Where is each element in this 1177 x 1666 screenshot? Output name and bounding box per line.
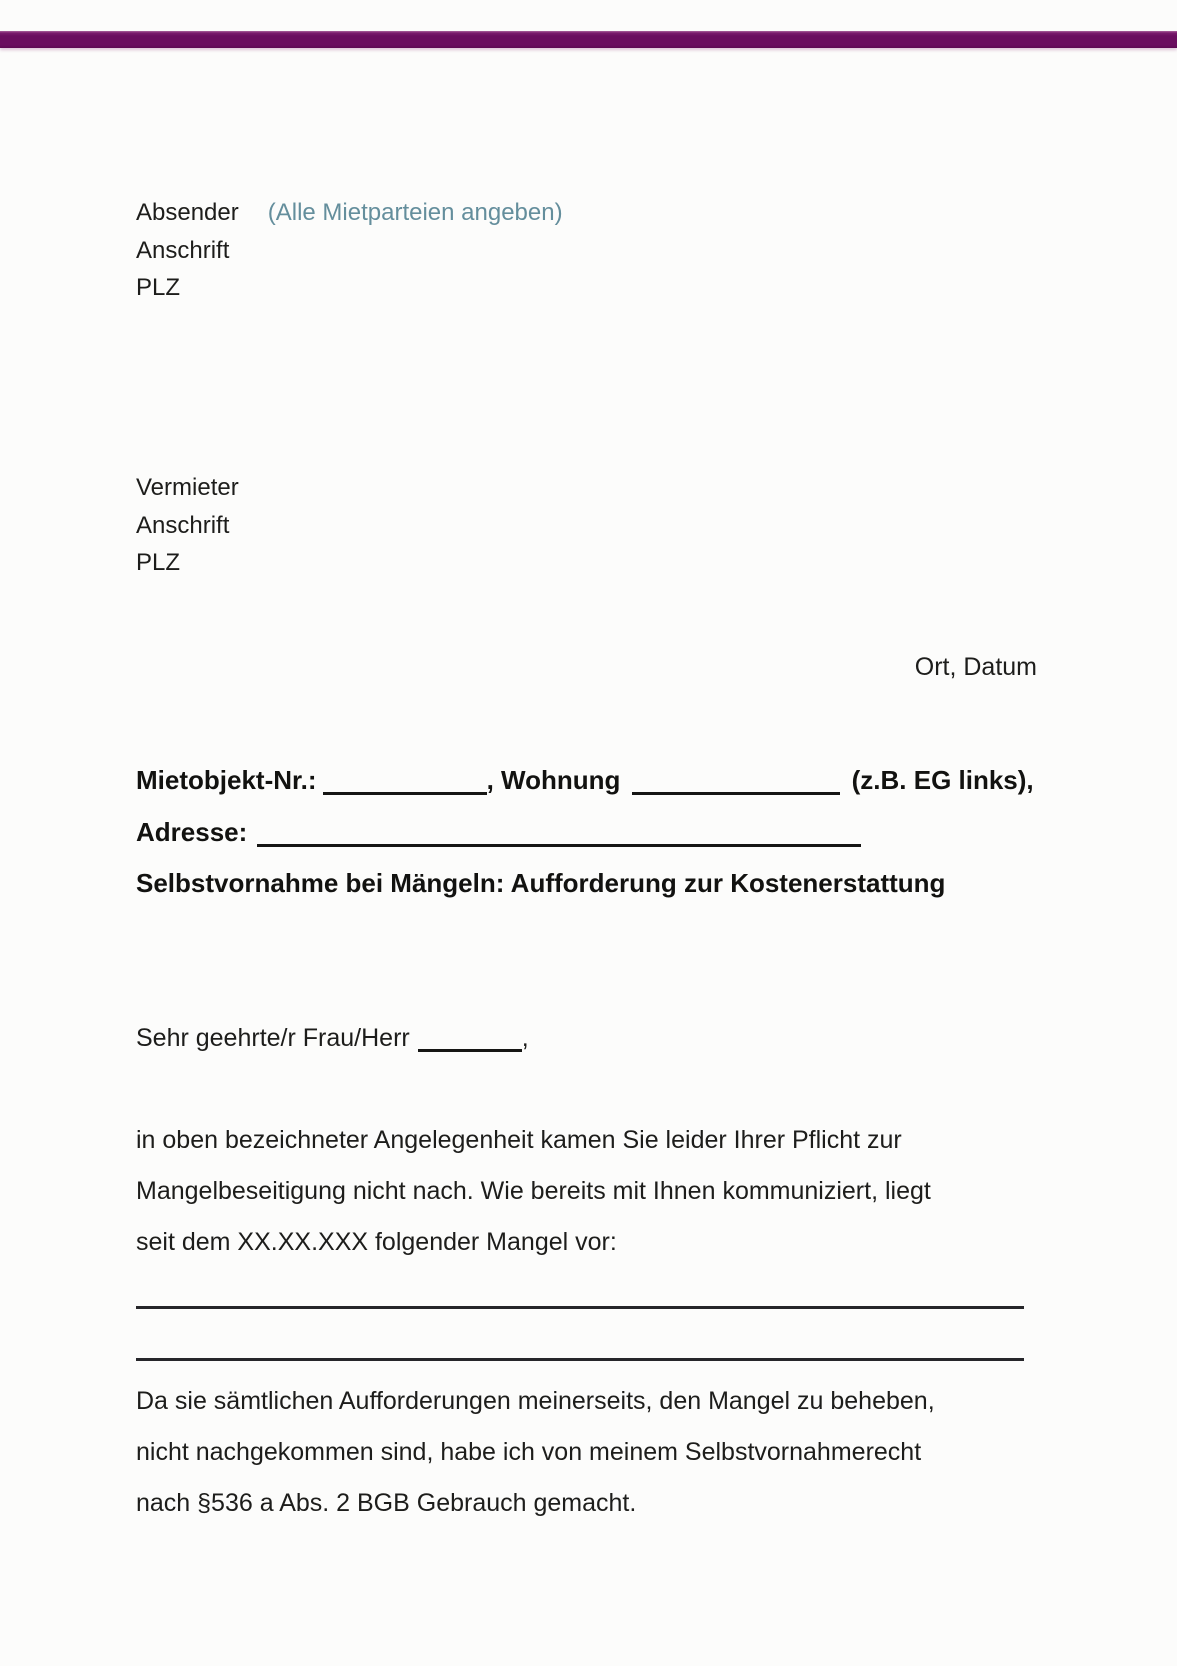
paragraph-2-line-3: nach §536 a Abs. 2 BGB Gebrauch gemacht.: [136, 1489, 637, 1517]
paragraph-2: [136, 1376, 935, 1529]
sender-line-3: PLZ: [136, 274, 181, 301]
paragraph-1: [136, 1115, 931, 1268]
sender-block: [136, 194, 563, 307]
object-number-label: Mietobjekt-Nr.:: [136, 765, 317, 795]
sender-line-2: Anschrift: [136, 236, 230, 264]
reference-line-address: [136, 813, 861, 851]
defect-write-line-1: [136, 1306, 1024, 1309]
salutation-comma: ,: [521, 1024, 529, 1052]
address-blank: [257, 833, 861, 847]
paragraph-2-line-1: Da sie sämtlichen Aufforderungen meinerseits, den Mangel zu beheben,: [136, 1387, 935, 1415]
address-label: Adresse:: [136, 817, 248, 847]
landlord-line-3: PLZ: [136, 549, 181, 576]
sender-note: (Alle Mietparteien angeben): [267, 199, 563, 226]
salutation-text: Sehr geehrte/r Frau/Herr: [136, 1024, 410, 1052]
salutation-name-blank: [418, 1038, 522, 1052]
subject-line: Selbstvornahme bei Mängeln: Aufforderung zur Kostenerstattung: [136, 868, 946, 898]
sender-line-1: [136, 194, 563, 232]
object-number-blank: [323, 781, 487, 795]
sender-label: Absender: [136, 199, 239, 226]
accent-bar: [0, 31, 1177, 48]
paragraph-1-line-3: seit dem XX.XX.XXX folgender Mangel vor:: [136, 1228, 617, 1256]
paragraph-2-line-2: nicht nachgekommen sind, habe ich von meinem Selbstvornahmerecht: [136, 1438, 922, 1466]
apartment-blank: [632, 781, 840, 795]
example-hint: (z.B. EG links),: [851, 765, 1034, 795]
place-date-line: Ort, Datum: [914, 653, 1037, 681]
paragraph-1-line-2: Mangelbeseitigung nicht nach. Wie bereits mit Ihnen kommuniziert, liegt: [136, 1177, 931, 1205]
apartment-label: , Wohnung: [486, 765, 621, 795]
salutation-line: [136, 1018, 529, 1058]
landlord-line-2: Anschrift: [136, 511, 230, 539]
landlord-block: [136, 469, 239, 582]
paragraph-1-line-1: in oben bezeichneter Angelegenheit kamen Sie leider Ihrer Pflicht zur: [136, 1126, 902, 1154]
reference-line-object: [136, 761, 1034, 799]
landlord-line-1: Vermieter: [136, 474, 239, 501]
defect-write-line-2: [136, 1358, 1024, 1361]
